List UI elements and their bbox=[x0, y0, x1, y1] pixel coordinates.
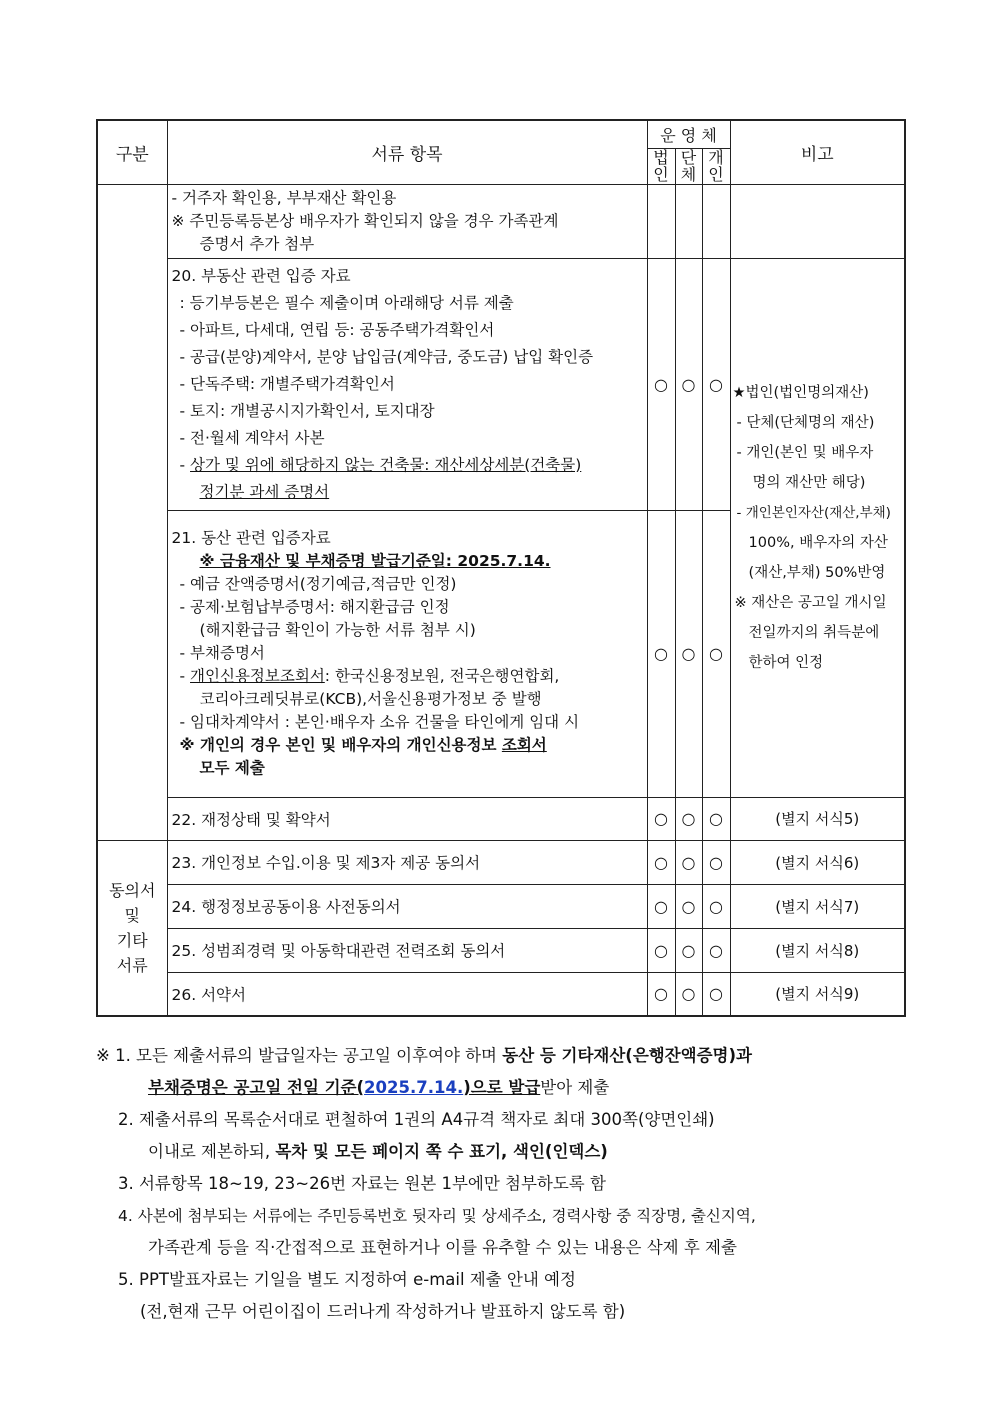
indiv-cell bbox=[702, 184, 730, 258]
group-check: ○ bbox=[675, 840, 702, 884]
header-ops: 운 영 체 bbox=[647, 120, 730, 148]
header-corp: 법 인 bbox=[647, 148, 675, 184]
item-line: 20. 부동산 관련 입증 자료 bbox=[171, 266, 351, 285]
header-category: 구분 bbox=[97, 120, 167, 184]
footnote-2: 2. 제출서류의 목록순서대로 편철하여 1권의 A4규격 책자로 최대 300쪽(양면인쇄) bbox=[118, 1110, 715, 1129]
indiv-check: ○ bbox=[702, 510, 730, 797]
item-line: ※ 주민등록등본상 배우자가 확인되지 않을 경우 가족관계 bbox=[171, 211, 559, 230]
row-real-estate bbox=[167, 258, 647, 510]
footnote-2-cont: 이내로 제본하되, 목차 및 모든 페이지 쪽 수 표기, 색인(인덱스) bbox=[148, 1142, 608, 1161]
remark-line: - 개인(본인 및 배우자 bbox=[736, 444, 874, 461]
group-check: ○ bbox=[675, 797, 702, 840]
item-line: ※ 금융재산 및 부채증명 발급기준일: 2025.7.14. bbox=[199, 552, 551, 570]
category-consent: 동의서 및 기타 서류 bbox=[97, 840, 167, 1016]
remark-line: ※ 재산은 공고일 개시일 bbox=[734, 594, 887, 611]
item-line: - 토지: 개별공시지가확인서, 토지대장 bbox=[179, 401, 435, 420]
form-note: (별지 서식5) bbox=[730, 797, 905, 840]
item-line: - 단독주택: 개별주택가격확인서 bbox=[179, 374, 395, 393]
indiv-check: ○ bbox=[702, 797, 730, 840]
footnote-4-cont: 가족관계 등을 직·간접적으로 표현하거나 이를 유추할 수 있는 내용은 삭제 후 제출 bbox=[148, 1238, 737, 1257]
row-privacy-consent: 23. 개인정보 수입.이용 및 제3자 제공 동의서 bbox=[167, 840, 647, 884]
item-line: - 전·월세 계약서 사본 bbox=[179, 428, 325, 447]
row-admin-info-consent: 24. 행정정보공동이용 사전동의서 bbox=[167, 884, 647, 928]
form-note: (별지 서식9) bbox=[730, 972, 905, 1016]
item-line: - 상가 및 위에 해당하지 않는 건축물: 재산세상세분(건축물) bbox=[179, 455, 582, 474]
group-check: ○ bbox=[675, 972, 702, 1016]
item-line: - 부채증명서 bbox=[179, 644, 265, 662]
header-group: 단 체 bbox=[675, 148, 702, 184]
indiv-check: ○ bbox=[702, 840, 730, 884]
remark-line: 전일까지의 취득분에 bbox=[748, 624, 880, 641]
footnote-1: ※ 1. 모든 제출서류의 발급일자는 공고일 이후여야 하며 동산 등 기타재산(은행잔액증명)과 bbox=[96, 1046, 752, 1065]
group-check: ○ bbox=[675, 258, 702, 510]
item-line: : 등기부등본은 필수 제출이며 아래해당 서류 제출 bbox=[179, 293, 514, 312]
row-movable-assets bbox=[167, 510, 647, 797]
group-check: ○ bbox=[675, 510, 702, 797]
remark-line: 한하여 인정 bbox=[748, 654, 824, 671]
document-table bbox=[96, 119, 906, 1017]
corp-check: ○ bbox=[647, 258, 675, 510]
remark-line: (재산,부채) 50%반영 bbox=[748, 564, 886, 581]
item-line: - 공제·보험납부증명서: 해지환급금 인정 bbox=[179, 598, 450, 616]
footnote-1-cont: 부채증명은 공고일 전일 기준(2025.7.14.)으로 발급받아 제출 bbox=[148, 1078, 610, 1097]
corp-cell bbox=[647, 184, 675, 258]
footnote-4: 4. 사본에 첨부되는 서류에는 주민등록번호 뒷자리 및 상세주소, 경력사항 중 직장명, 출신지역, bbox=[118, 1207, 756, 1225]
header-remark: 비고 bbox=[730, 120, 905, 184]
remark-assets bbox=[730, 258, 905, 797]
item-line: (해지환급금 확인이 가능한 서류 첨부 시) bbox=[199, 621, 476, 639]
indiv-check: ○ bbox=[702, 884, 730, 928]
header-items: 서류 항목 bbox=[167, 120, 647, 184]
header-indiv: 개 인 bbox=[702, 148, 730, 184]
item-line: - 개인신용정보조회서: 한국신용정보원, 전국은행연합회, bbox=[179, 667, 560, 685]
item-line: - 공급(분양)계약서, 분양 납입금(계약금, 중도금) 납입 확인증 bbox=[179, 347, 594, 366]
footnote-5: 5. PPT발표자료는 기일을 별도 지정하여 e-mail 제출 안내 예정 bbox=[118, 1270, 576, 1289]
group-check: ○ bbox=[675, 928, 702, 972]
footnotes bbox=[96, 1040, 906, 1328]
corp-check: ○ bbox=[647, 972, 675, 1016]
corp-check: ○ bbox=[647, 510, 675, 797]
group-cell bbox=[675, 184, 702, 258]
footnote-3: 3. 서류항목 18~19, 23~26번 자료는 원본 1부에만 첨부하도록 함 bbox=[118, 1174, 606, 1193]
remark-line: - 개인본인자산(재산,부채) bbox=[736, 504, 891, 521]
item-line: - 거주자 확인용, 부부재산 확인용 bbox=[171, 188, 397, 207]
corp-check: ○ bbox=[647, 797, 675, 840]
remark-line: 명의 재산만 해당) bbox=[752, 474, 866, 491]
form-note: (별지 서식7) bbox=[730, 884, 905, 928]
group-check: ○ bbox=[675, 884, 702, 928]
remark-cell bbox=[730, 184, 905, 258]
item-line: 코리아크레딧뷰로(KCB),서울신용평가정보 중 발행 bbox=[199, 690, 542, 708]
footnote-5-cont: (전,현재 근무 어린이집이 드러나게 작성하거나 발표하지 않도록 함) bbox=[140, 1302, 626, 1321]
form-note: (별지 서식8) bbox=[730, 928, 905, 972]
corp-check: ○ bbox=[647, 928, 675, 972]
item-line: 증명서 추가 첨부 bbox=[199, 234, 315, 253]
indiv-check: ○ bbox=[702, 928, 730, 972]
row-criminal-record-consent: 25. 성범죄경력 및 아동학대관련 전력조회 동의서 bbox=[167, 928, 647, 972]
item-line: ※ 개인의 경우 본인 및 배우자의 개인신용정보 조회서 bbox=[179, 736, 547, 754]
item-line: - 임대차계약서 : 본인·배우자 소유 건물을 타인에게 임대 시 bbox=[179, 713, 580, 731]
item-line: - 아파트, 다세대, 연립 등: 공동주택가격확인서 bbox=[179, 320, 495, 339]
item-line: 모두 제출 bbox=[199, 759, 265, 777]
item-line: 21. 동산 관련 입증자료 bbox=[171, 529, 331, 547]
corp-check: ○ bbox=[647, 884, 675, 928]
indiv-check: ○ bbox=[702, 258, 730, 510]
indiv-check: ○ bbox=[702, 972, 730, 1016]
item-line: 정기분 과세 증명서 bbox=[199, 482, 330, 501]
corp-check: ○ bbox=[647, 840, 675, 884]
row-pledge: 26. 서약서 bbox=[167, 972, 647, 1016]
remark-line: - 단체(단체명의 재산) bbox=[736, 414, 875, 431]
category-cell-empty bbox=[97, 184, 167, 840]
row-financial-status: 22. 재정상태 및 확약서 bbox=[167, 797, 647, 840]
form-note: (별지 서식6) bbox=[730, 840, 905, 884]
remark-line: ★법인(법인명의재산) bbox=[732, 384, 869, 401]
remark-line: 100%, 배우자의 자산 bbox=[748, 534, 888, 551]
item-line: - 예금 잔액증명서(정기예금,적금만 인정) bbox=[179, 575, 457, 593]
row-spouse-docs bbox=[167, 184, 647, 258]
